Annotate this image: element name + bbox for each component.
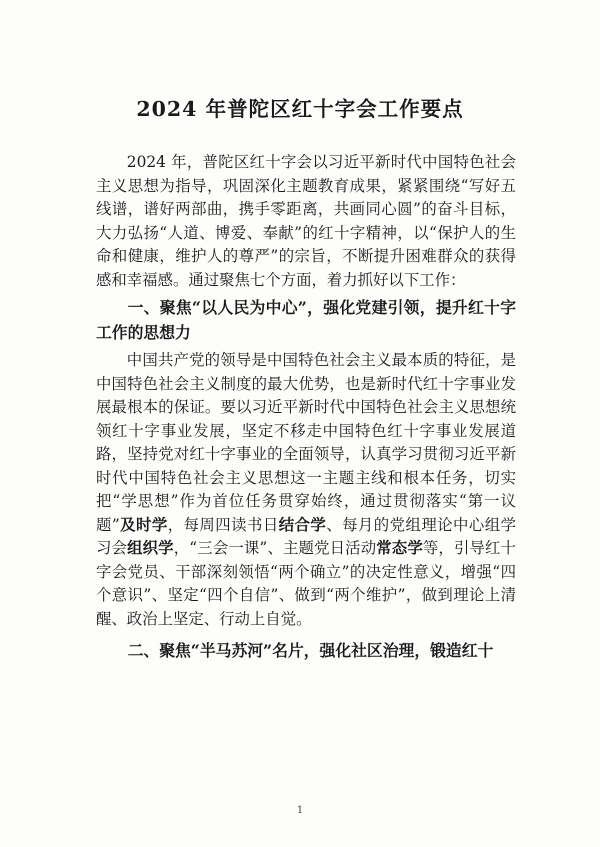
section-1-text: 等，引导红十字会党员、干部深刻领悟“两个确立”的决定性意义，增强“四个意识”、坚定“四个自信”、做到“两个维护”，做到理论上清醒、政治上坚定、行动上自觉。	[96, 539, 516, 628]
bold-phrase: 组织学	[127, 539, 174, 557]
section-2-heading: 二、聚焦“半马苏河”名片，强化社区治理，锻造红十	[127, 641, 494, 660]
section-1-text: 中国共产党的领导是中国特色社会主义最本质的特征，是中国特色社会主义制度的最大优势，也是新时代红十字事业发展最根本的保证。要以习近平新时代中国特色社会主义思想统领红十字事业发展，坚定不移走中国特色红十字事业发展道路，坚持党对红十字事业的全面领导，认真学习贯彻习近平新时代中国特色社会主义思想这一主题主线和根本任务，切实把“学思想”作为首位任务贯穿始终，通过贯彻落实“第一议题”	[96, 351, 516, 534]
document-body	[96, 151, 516, 664]
intro-paragraph: 2024 年，普陀区红十字会以习近平新时代中国特色社会主义思想为指导，巩固深化主题教育成果，紧紧围绕“写好五线谱，谱好两部曲，携手零距离，共画同心圆”的奋斗目标，大力弘扬“人道、博爱、奉献”的红十字精神，以“保护人的生命和健康，维护人的尊严”的宗旨，不断提升困难群众的获得感和幸福感。通过聚焦七个方面，着力抓好以下工作：	[96, 153, 516, 289]
section-1-paragraph	[96, 349, 516, 631]
bold-phrase: 结合学	[278, 515, 327, 534]
section-1-text: 、每月的党组理论中心组学习会	[96, 515, 516, 557]
bold-phrase: 及时学	[119, 515, 168, 534]
section-1-text: ，“三会一课”、主题党日活动	[173, 539, 377, 557]
section-1-text: ，每周四读书日	[167, 515, 279, 534]
document-title: 2024 年普陀区红十字会工作要点	[136, 97, 464, 121]
bold-phrase: 常态学	[376, 539, 423, 557]
page-number: 1	[296, 805, 304, 816]
section-1-heading: 一、聚焦“以人民为中心”，强化党建引领，提升红十字工作的思想力	[96, 298, 516, 342]
